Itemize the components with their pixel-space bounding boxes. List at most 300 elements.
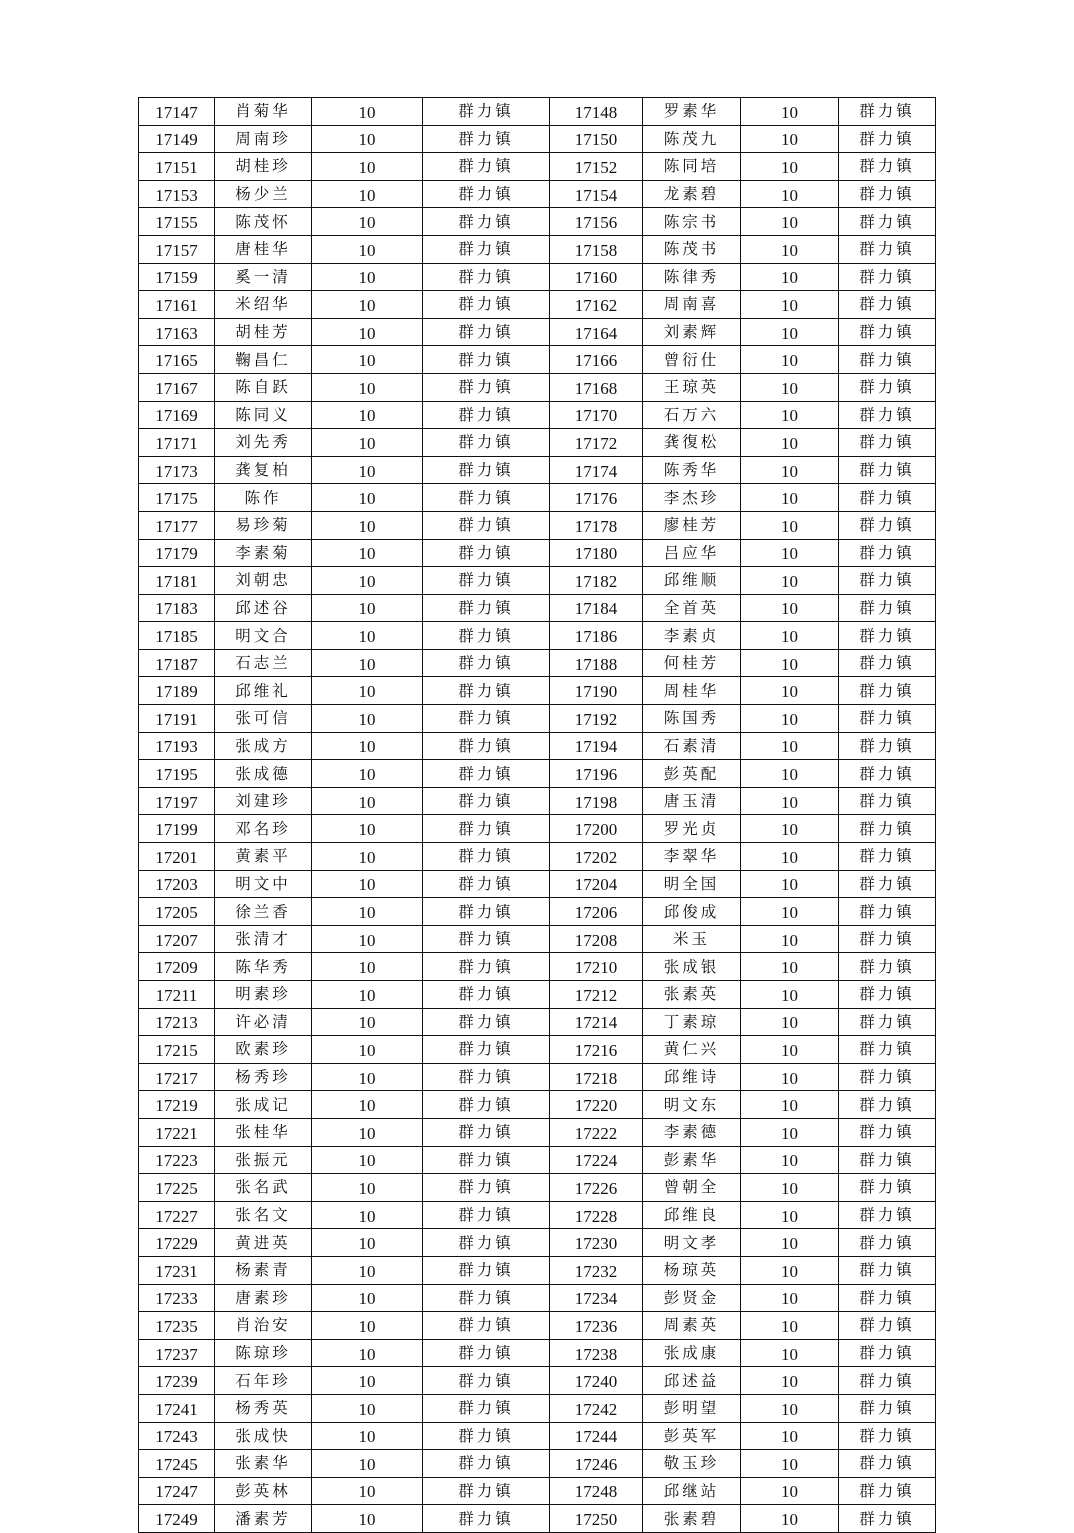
left-amount-cell: 10: [312, 815, 423, 843]
table-row: [139, 760, 936, 788]
right-id-cell: 17228: [550, 1201, 643, 1229]
right-town-cell: 群力镇: [839, 815, 936, 843]
left-id-cell: 17195: [139, 760, 215, 788]
right-id-cell: 17206: [550, 898, 643, 926]
left-id-cell: 17229: [139, 1229, 215, 1257]
right-id-cell: 17242: [550, 1394, 643, 1422]
left-id-cell: 17165: [139, 346, 215, 374]
left-name-cell: 张名武: [215, 1174, 312, 1202]
right-town-cell: 群力镇: [839, 649, 936, 677]
left-name-cell: 陈琼珍: [215, 1339, 312, 1367]
left-town-cell: 群力镇: [423, 180, 550, 208]
left-id-cell: 17239: [139, 1367, 215, 1395]
left-amount-cell: 10: [312, 1367, 423, 1395]
left-name-cell: 明文合: [215, 622, 312, 650]
table-row: [139, 1450, 936, 1478]
right-amount-cell: 10: [741, 511, 839, 539]
left-name-cell: 张成快: [215, 1422, 312, 1450]
left-name-cell: 彭英林: [215, 1477, 312, 1505]
right-id-cell: 17216: [550, 1036, 643, 1064]
roster-table: [138, 97, 936, 1533]
right-amount-cell: 10: [741, 843, 839, 871]
left-town-cell: 群力镇: [423, 98, 550, 126]
left-name-cell: 陈自跃: [215, 373, 312, 401]
left-name-cell: 杨素青: [215, 1256, 312, 1284]
right-name-cell: 石素清: [643, 732, 741, 760]
left-town-cell: 群力镇: [423, 1174, 550, 1202]
table-row: [139, 429, 936, 457]
right-amount-cell: 10: [741, 870, 839, 898]
right-town-cell: 群力镇: [839, 787, 936, 815]
left-town-cell: 群力镇: [423, 539, 550, 567]
left-name-cell: 石年珍: [215, 1367, 312, 1395]
right-town-cell: 群力镇: [839, 1256, 936, 1284]
right-name-cell: 陈律秀: [643, 263, 741, 291]
left-amount-cell: 10: [312, 732, 423, 760]
right-id-cell: 17204: [550, 870, 643, 898]
left-amount-cell: 10: [312, 429, 423, 457]
right-name-cell: 曾朝全: [643, 1174, 741, 1202]
left-id-cell: 17209: [139, 953, 215, 981]
left-town-cell: 群力镇: [423, 760, 550, 788]
left-name-cell: 奚一清: [215, 263, 312, 291]
left-town-cell: 群力镇: [423, 677, 550, 705]
right-town-cell: 群力镇: [839, 153, 936, 181]
right-amount-cell: 10: [741, 235, 839, 263]
right-town-cell: 群力镇: [839, 1118, 936, 1146]
right-town-cell: 群力镇: [839, 622, 936, 650]
right-amount-cell: 10: [741, 125, 839, 153]
left-id-cell: 17193: [139, 732, 215, 760]
left-town-cell: 群力镇: [423, 1367, 550, 1395]
table-row: [139, 291, 936, 319]
left-town-cell: 群力镇: [423, 1505, 550, 1533]
right-id-cell: 17240: [550, 1367, 643, 1395]
right-amount-cell: 10: [741, 346, 839, 374]
right-name-cell: 黄仁兴: [643, 1036, 741, 1064]
left-name-cell: 许必清: [215, 1008, 312, 1036]
right-name-cell: 邱维诗: [643, 1063, 741, 1091]
right-town-cell: 群力镇: [839, 511, 936, 539]
left-id-cell: 17155: [139, 208, 215, 236]
left-id-cell: 17171: [139, 429, 215, 457]
left-amount-cell: 10: [312, 622, 423, 650]
left-name-cell: 邓名珍: [215, 815, 312, 843]
left-amount-cell: 10: [312, 1312, 423, 1340]
left-town-cell: 群力镇: [423, 705, 550, 733]
left-amount-cell: 10: [312, 677, 423, 705]
left-name-cell: 黄进英: [215, 1229, 312, 1257]
left-amount-cell: 10: [312, 125, 423, 153]
table-row: [139, 125, 936, 153]
left-id-cell: 17245: [139, 1450, 215, 1478]
right-name-cell: 张成银: [643, 953, 741, 981]
right-amount-cell: 10: [741, 208, 839, 236]
right-name-cell: 周桂华: [643, 677, 741, 705]
left-town-cell: 群力镇: [423, 1008, 550, 1036]
table-body: [139, 98, 936, 1533]
left-town-cell: 群力镇: [423, 1063, 550, 1091]
left-town-cell: 群力镇: [423, 1477, 550, 1505]
left-id-cell: 17163: [139, 318, 215, 346]
left-amount-cell: 10: [312, 401, 423, 429]
table-row: [139, 1201, 936, 1229]
table-row: [139, 1505, 936, 1533]
table-row: [139, 705, 936, 733]
left-town-cell: 群力镇: [423, 1394, 550, 1422]
right-amount-cell: 10: [741, 98, 839, 126]
right-id-cell: 17160: [550, 263, 643, 291]
left-name-cell: 龚复柏: [215, 456, 312, 484]
table-row: [139, 1477, 936, 1505]
right-id-cell: 17178: [550, 511, 643, 539]
right-name-cell: 陈同培: [643, 153, 741, 181]
right-id-cell: 17236: [550, 1312, 643, 1340]
table-row: [139, 594, 936, 622]
left-id-cell: 17191: [139, 705, 215, 733]
right-name-cell: 陈宗书: [643, 208, 741, 236]
left-id-cell: 17213: [139, 1008, 215, 1036]
left-name-cell: 石志兰: [215, 649, 312, 677]
table-row: [139, 1422, 936, 1450]
right-name-cell: 丁素琼: [643, 1008, 741, 1036]
table-row: [139, 1174, 936, 1202]
right-id-cell: 17188: [550, 649, 643, 677]
left-amount-cell: 10: [312, 870, 423, 898]
right-town-cell: 群力镇: [839, 539, 936, 567]
left-amount-cell: 10: [312, 925, 423, 953]
right-town-cell: 群力镇: [839, 953, 936, 981]
right-id-cell: 17162: [550, 291, 643, 319]
table-row: [139, 1146, 936, 1174]
right-town-cell: 群力镇: [839, 291, 936, 319]
right-amount-cell: 10: [741, 732, 839, 760]
left-id-cell: 17207: [139, 925, 215, 953]
left-name-cell: 陈茂怀: [215, 208, 312, 236]
left-town-cell: 群力镇: [423, 898, 550, 926]
table-row: [139, 677, 936, 705]
right-town-cell: 群力镇: [839, 1394, 936, 1422]
right-name-cell: 曾衍仕: [643, 346, 741, 374]
right-id-cell: 17230: [550, 1229, 643, 1257]
right-name-cell: 明文孝: [643, 1229, 741, 1257]
right-amount-cell: 10: [741, 401, 839, 429]
right-id-cell: 17210: [550, 953, 643, 981]
right-town-cell: 群力镇: [839, 484, 936, 512]
left-amount-cell: 10: [312, 1036, 423, 1064]
right-id-cell: 17246: [550, 1450, 643, 1478]
left-id-cell: 17167: [139, 373, 215, 401]
right-town-cell: 群力镇: [839, 235, 936, 263]
table-row: [139, 1284, 936, 1312]
table-row: [139, 1091, 936, 1119]
right-town-cell: 群力镇: [839, 1505, 936, 1533]
right-name-cell: 龚復松: [643, 429, 741, 457]
table-row: [139, 539, 936, 567]
right-town-cell: 群力镇: [839, 125, 936, 153]
right-name-cell: 彭英军: [643, 1422, 741, 1450]
left-id-cell: 17157: [139, 235, 215, 263]
left-amount-cell: 10: [312, 373, 423, 401]
right-id-cell: 17214: [550, 1008, 643, 1036]
right-amount-cell: 10: [741, 925, 839, 953]
table-row: [139, 870, 936, 898]
left-amount-cell: 10: [312, 539, 423, 567]
right-id-cell: 17170: [550, 401, 643, 429]
right-amount-cell: 10: [741, 153, 839, 181]
left-id-cell: 17197: [139, 787, 215, 815]
right-amount-cell: 10: [741, 1063, 839, 1091]
left-amount-cell: 10: [312, 1146, 423, 1174]
left-name-cell: 杨秀英: [215, 1394, 312, 1422]
right-id-cell: 17148: [550, 98, 643, 126]
right-amount-cell: 10: [741, 291, 839, 319]
table-row: [139, 263, 936, 291]
right-town-cell: 群力镇: [839, 981, 936, 1009]
left-amount-cell: 10: [312, 1256, 423, 1284]
left-town-cell: 群力镇: [423, 622, 550, 650]
table-row: [139, 373, 936, 401]
left-id-cell: 17183: [139, 594, 215, 622]
right-amount-cell: 10: [741, 1091, 839, 1119]
right-id-cell: 17198: [550, 787, 643, 815]
left-amount-cell: 10: [312, 1091, 423, 1119]
left-amount-cell: 10: [312, 511, 423, 539]
right-town-cell: 群力镇: [839, 1063, 936, 1091]
left-name-cell: 李素菊: [215, 539, 312, 567]
table-row: [139, 1339, 936, 1367]
left-name-cell: 张成记: [215, 1091, 312, 1119]
right-id-cell: 17174: [550, 456, 643, 484]
left-amount-cell: 10: [312, 1008, 423, 1036]
right-name-cell: 王琼英: [643, 373, 741, 401]
right-town-cell: 群力镇: [839, 98, 936, 126]
right-name-cell: 明文东: [643, 1091, 741, 1119]
left-amount-cell: 10: [312, 1174, 423, 1202]
left-town-cell: 群力镇: [423, 429, 550, 457]
left-id-cell: 17153: [139, 180, 215, 208]
right-town-cell: 群力镇: [839, 1339, 936, 1367]
right-name-cell: 罗素华: [643, 98, 741, 126]
left-id-cell: 17237: [139, 1339, 215, 1367]
right-town-cell: 群力镇: [839, 1450, 936, 1478]
right-town-cell: 群力镇: [839, 1477, 936, 1505]
right-id-cell: 17164: [550, 318, 643, 346]
left-town-cell: 群力镇: [423, 1422, 550, 1450]
left-id-cell: 17185: [139, 622, 215, 650]
table-row: [139, 1312, 936, 1340]
left-town-cell: 群力镇: [423, 153, 550, 181]
left-town-cell: 群力镇: [423, 1036, 550, 1064]
left-amount-cell: 10: [312, 1229, 423, 1257]
table-row: [139, 208, 936, 236]
left-amount-cell: 10: [312, 346, 423, 374]
right-town-cell: 群力镇: [839, 1284, 936, 1312]
right-name-cell: 陈茂九: [643, 125, 741, 153]
left-town-cell: 群力镇: [423, 1201, 550, 1229]
left-name-cell: 刘先秀: [215, 429, 312, 457]
right-name-cell: 陈茂书: [643, 235, 741, 263]
right-amount-cell: 10: [741, 1477, 839, 1505]
table-row: [139, 981, 936, 1009]
left-name-cell: 明文中: [215, 870, 312, 898]
right-amount-cell: 10: [741, 953, 839, 981]
left-id-cell: 17225: [139, 1174, 215, 1202]
right-id-cell: 17218: [550, 1063, 643, 1091]
left-id-cell: 17177: [139, 511, 215, 539]
right-town-cell: 群力镇: [839, 925, 936, 953]
left-name-cell: 陈华秀: [215, 953, 312, 981]
right-amount-cell: 10: [741, 594, 839, 622]
left-amount-cell: 10: [312, 594, 423, 622]
right-town-cell: 群力镇: [839, 401, 936, 429]
right-amount-cell: 10: [741, 787, 839, 815]
right-amount-cell: 10: [741, 539, 839, 567]
left-id-cell: 17181: [139, 567, 215, 595]
left-amount-cell: 10: [312, 235, 423, 263]
right-name-cell: 陈秀华: [643, 456, 741, 484]
left-name-cell: 黄素平: [215, 843, 312, 871]
left-name-cell: 邱维礼: [215, 677, 312, 705]
left-town-cell: 群力镇: [423, 1091, 550, 1119]
table-row: [139, 567, 936, 595]
left-id-cell: 17217: [139, 1063, 215, 1091]
left-town-cell: 群力镇: [423, 1118, 550, 1146]
left-town-cell: 群力镇: [423, 484, 550, 512]
right-id-cell: 17154: [550, 180, 643, 208]
right-id-cell: 17194: [550, 732, 643, 760]
left-name-cell: 鞠昌仁: [215, 346, 312, 374]
right-id-cell: 17238: [550, 1339, 643, 1367]
right-town-cell: 群力镇: [839, 208, 936, 236]
left-town-cell: 群力镇: [423, 815, 550, 843]
left-id-cell: 17221: [139, 1118, 215, 1146]
left-id-cell: 17211: [139, 981, 215, 1009]
table-row: [139, 787, 936, 815]
left-town-cell: 群力镇: [423, 1339, 550, 1367]
table-row: [139, 153, 936, 181]
left-amount-cell: 10: [312, 1201, 423, 1229]
right-amount-cell: 10: [741, 1256, 839, 1284]
table-row: [139, 1036, 936, 1064]
left-town-cell: 群力镇: [423, 732, 550, 760]
left-name-cell: 胡桂芳: [215, 318, 312, 346]
right-town-cell: 群力镇: [839, 429, 936, 457]
left-amount-cell: 10: [312, 291, 423, 319]
right-town-cell: 群力镇: [839, 898, 936, 926]
left-town-cell: 群力镇: [423, 1256, 550, 1284]
right-id-cell: 17208: [550, 925, 643, 953]
right-amount-cell: 10: [741, 456, 839, 484]
right-amount-cell: 10: [741, 1422, 839, 1450]
right-id-cell: 17176: [550, 484, 643, 512]
left-town-cell: 群力镇: [423, 594, 550, 622]
table-row: [139, 98, 936, 126]
left-amount-cell: 10: [312, 1394, 423, 1422]
right-town-cell: 群力镇: [839, 1146, 936, 1174]
left-id-cell: 17201: [139, 843, 215, 871]
right-name-cell: 张素碧: [643, 1505, 741, 1533]
table-row: [139, 815, 936, 843]
left-town-cell: 群力镇: [423, 567, 550, 595]
left-name-cell: 陈作: [215, 484, 312, 512]
right-town-cell: 群力镇: [839, 732, 936, 760]
left-town-cell: 群力镇: [423, 1229, 550, 1257]
left-amount-cell: 10: [312, 484, 423, 512]
left-town-cell: 群力镇: [423, 125, 550, 153]
left-town-cell: 群力镇: [423, 401, 550, 429]
left-town-cell: 群力镇: [423, 1146, 550, 1174]
right-name-cell: 敬玉珍: [643, 1450, 741, 1478]
left-id-cell: 17147: [139, 98, 215, 126]
left-amount-cell: 10: [312, 567, 423, 595]
left-town-cell: 群力镇: [423, 318, 550, 346]
right-name-cell: 彭英配: [643, 760, 741, 788]
left-amount-cell: 10: [312, 153, 423, 181]
table-row: [139, 1229, 936, 1257]
left-amount-cell: 10: [312, 981, 423, 1009]
right-amount-cell: 10: [741, 898, 839, 926]
right-name-cell: 明全国: [643, 870, 741, 898]
right-id-cell: 17190: [550, 677, 643, 705]
right-town-cell: 群力镇: [839, 318, 936, 346]
right-name-cell: 吕应华: [643, 539, 741, 567]
right-name-cell: 彭素华: [643, 1146, 741, 1174]
right-name-cell: 廖桂芳: [643, 511, 741, 539]
left-id-cell: 17173: [139, 456, 215, 484]
right-amount-cell: 10: [741, 1146, 839, 1174]
left-amount-cell: 10: [312, 705, 423, 733]
left-town-cell: 群力镇: [423, 235, 550, 263]
left-id-cell: 17243: [139, 1422, 215, 1450]
left-name-cell: 杨秀珍: [215, 1063, 312, 1091]
right-id-cell: 17250: [550, 1505, 643, 1533]
right-name-cell: 唐玉清: [643, 787, 741, 815]
right-id-cell: 17196: [550, 760, 643, 788]
right-town-cell: 群力镇: [839, 456, 936, 484]
right-amount-cell: 10: [741, 567, 839, 595]
left-name-cell: 邱述谷: [215, 594, 312, 622]
left-town-cell: 群力镇: [423, 1312, 550, 1340]
left-name-cell: 陈同义: [215, 401, 312, 429]
right-amount-cell: 10: [741, 760, 839, 788]
left-town-cell: 群力镇: [423, 787, 550, 815]
left-id-cell: 17179: [139, 539, 215, 567]
left-id-cell: 17149: [139, 125, 215, 153]
left-town-cell: 群力镇: [423, 870, 550, 898]
right-town-cell: 群力镇: [839, 760, 936, 788]
left-id-cell: 17233: [139, 1284, 215, 1312]
right-id-cell: 17200: [550, 815, 643, 843]
right-id-cell: 17152: [550, 153, 643, 181]
left-name-cell: 潘素芳: [215, 1505, 312, 1533]
left-name-cell: 肖菊华: [215, 98, 312, 126]
right-amount-cell: 10: [741, 1367, 839, 1395]
right-id-cell: 17232: [550, 1256, 643, 1284]
right-amount-cell: 10: [741, 981, 839, 1009]
right-id-cell: 17186: [550, 622, 643, 650]
right-amount-cell: 10: [741, 484, 839, 512]
right-name-cell: 周素英: [643, 1312, 741, 1340]
table-row: [139, 732, 936, 760]
right-id-cell: 17212: [550, 981, 643, 1009]
right-amount-cell: 10: [741, 622, 839, 650]
left-name-cell: 易珍菊: [215, 511, 312, 539]
right-name-cell: 邱俊成: [643, 898, 741, 926]
right-name-cell: 石万六: [643, 401, 741, 429]
right-town-cell: 群力镇: [839, 1422, 936, 1450]
left-town-cell: 群力镇: [423, 981, 550, 1009]
